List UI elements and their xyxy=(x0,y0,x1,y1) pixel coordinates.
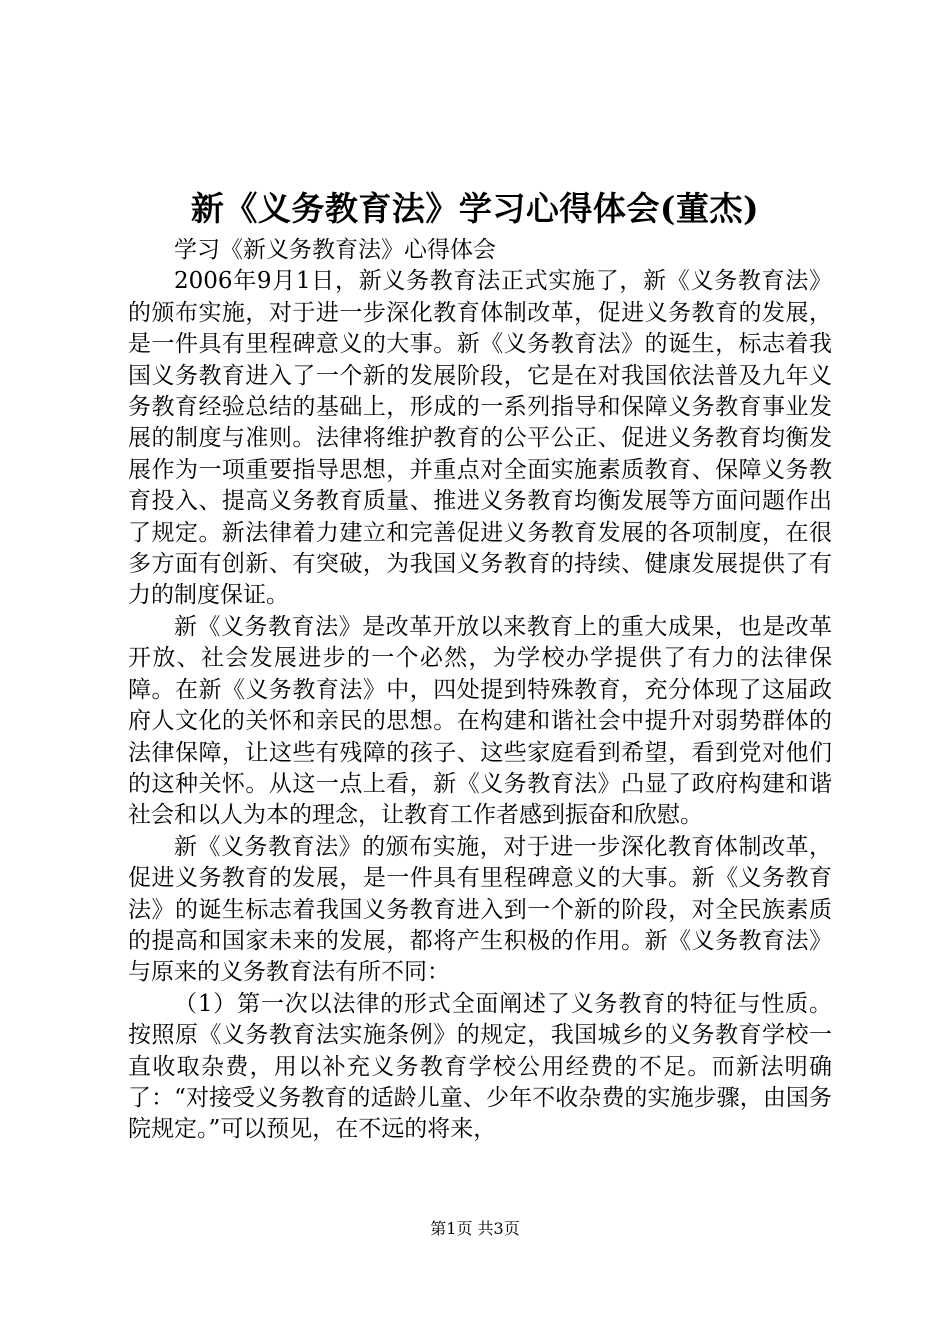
paragraph: 新《义务教育法》的颁布实施，对于进一步深化教育体制改革，促进义务教育的发展，是一件具有里程碑意义的大事。新《义务教育法》的诞生标志着我国义务教育进入到一个新的阶段，对全民族素质的提高和国家未来的发展，都将产生积极的作用。新《义务教育法》与原来的义务教育法有所不同： xyxy=(128,833,832,986)
paragraph: 新《义务教育法》是改革开放以来教育上的重大成果，也是改革开放、社会发展进步的一个必然，为学校办学提供了有力的法律保障。在新《义务教育法》中，四处提到特殊教育，充分体现了这届政府人文化的关怀和亲民的思想。在构建和谐社会中提升对弱势群体的法律保障，让这些有残障的孩子、这些家庭看到希望，看到党对他们的这种关怀。从这一点上看，新《义务教育法》凸显了政府构建和谐社会和以人为本的理念，让教育工作者感到振奋和欣慰。 xyxy=(128,613,832,829)
paragraph: （1）第一次以法律的形式全面阐述了义务教育的特征与性质。按照原《义务教育法实施条例》的规定，我国城乡的义务教育学校一直收取杂费，用以补充义务教育学校公用经费的不足。而新法明确了：“对接受义务教育的适龄儿童、少年不收杂费的实施步骤，由国务院规定。”可以预见，在不远的将来， xyxy=(128,990,832,1143)
page-footer: 第1页 共3页 xyxy=(430,1219,520,1238)
paragraph: 2006年9月1日，新义务教育法正式实施了，新《义务教育法》的颁布实施，对于进一步深化教育体制改革，促进义务教育的发展，是一件具有里程碑意义的大事。新《义务教育法》的诞生，标志着我国义务教育进入了一个新的发展阶段，它是在对我国依法普及九年义务教育经验总结的基础上，形成的一系列指导和保障义务教育事业发展的制度与准则。法律将维护教育的公平公正、促进义务教育均衡发展作为一项重要指导思想，并重点对全面实施素质教育、保障义务教育投入、提高义务教育质量、推进义务教育均衡发展等方面问题作出了规定。新法律着力建立和完善促进义务教育发展的各项制度，在很多方面有创新、有突破，为我国义务教育的持续、健康发展提供了有力的制度保证。 xyxy=(128,268,832,609)
document-body xyxy=(128,235,832,1146)
document-title: 新《义务教育法》学习心得体会(董杰) xyxy=(190,189,760,228)
paragraph-subtitle: 学习《新义务教育法》心得体会 xyxy=(174,237,496,263)
